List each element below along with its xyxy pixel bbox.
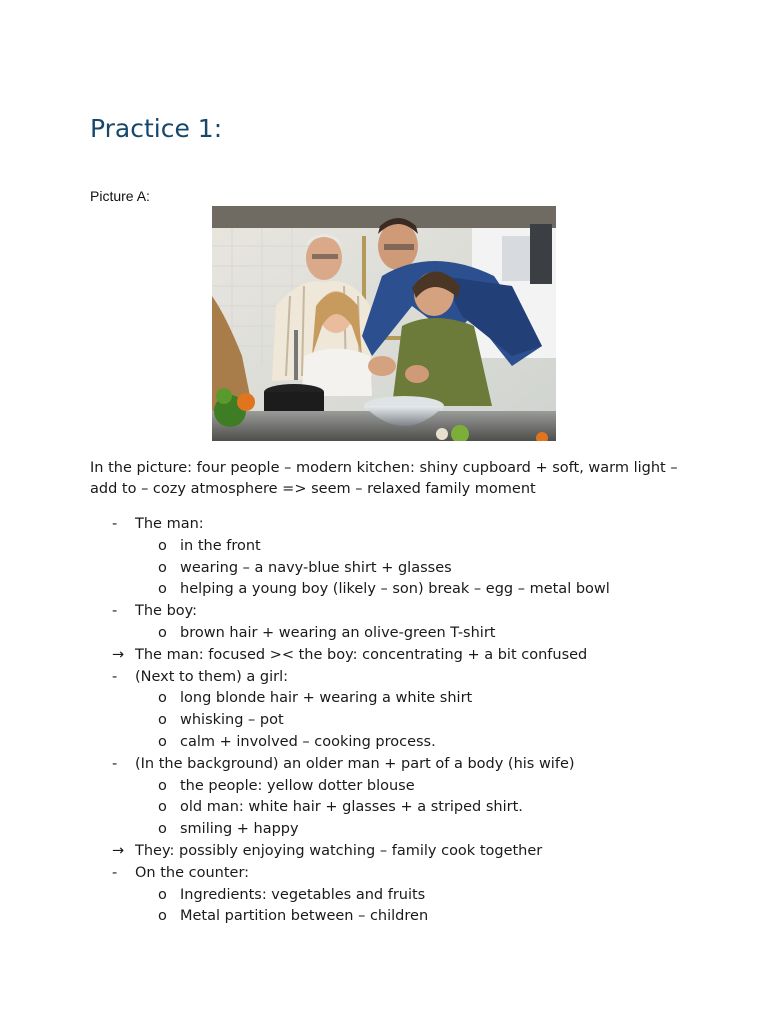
- kitchen-family-photo: [212, 206, 556, 441]
- circle-bullet: o: [158, 777, 167, 794]
- arrow-bullet: →: [112, 646, 125, 663]
- page-title: Practice 1:: [90, 114, 223, 143]
- list-item: [90, 514, 730, 536]
- sub-list-item: [90, 819, 730, 841]
- sub-list-item: [90, 885, 730, 907]
- list-item-text: They: possibly enjoying watching – family cook together: [135, 842, 543, 859]
- list-item-text: old man: white hair + glasses + a striped shirt.: [180, 799, 523, 816]
- list-item: [90, 667, 730, 689]
- dash-bullet: -: [112, 516, 118, 532]
- picture-label: Picture A:: [90, 188, 150, 204]
- dash-bullet: -: [112, 755, 118, 772]
- circle-bullet: o: [158, 624, 167, 641]
- circle-bullet: o: [158, 733, 167, 750]
- dash-bullet: -: [112, 603, 118, 620]
- list-item-text: long blonde hair + wearing a white shirt: [180, 690, 473, 707]
- list-item-text: whisking – pot: [180, 712, 284, 729]
- list-item: [90, 841, 730, 863]
- sub-list-item: [90, 797, 730, 819]
- circle-bullet: o: [158, 559, 167, 576]
- list-item-text: in the front: [180, 537, 261, 554]
- list-item-text: wearing – a navy-blue shirt + glasses: [180, 559, 452, 576]
- sub-list-item: [90, 732, 730, 754]
- list-item-text: (In the background) an older man + part of a body (his wife): [135, 755, 575, 772]
- circle-bullet: o: [158, 581, 167, 598]
- circle-bullet: o: [158, 799, 167, 816]
- list-item-text: The man: focused >< the boy: concentrating + a bit confused: [135, 646, 588, 663]
- notes-list: [90, 514, 730, 928]
- sub-list-item: [90, 536, 730, 558]
- list-item-text: brown hair + wearing an olive-green T-shirt: [180, 624, 496, 641]
- circle-bullet: o: [158, 886, 167, 903]
- list-item-text: The boy:: [135, 603, 198, 620]
- list-item-text: (Next to them) a girl:: [135, 668, 289, 685]
- arrow-bullet: →: [112, 842, 125, 859]
- sub-list-item: [90, 776, 730, 798]
- list-item-text: The man:: [135, 516, 204, 532]
- sub-list-item: [90, 710, 730, 732]
- circle-bullet: o: [158, 537, 167, 554]
- list-item-text: helping a young boy (likely – son) break – egg – metal bowl: [180, 581, 610, 598]
- list-item-text: On the counter:: [135, 864, 250, 881]
- list-item: [90, 754, 730, 776]
- circle-bullet: o: [158, 908, 167, 925]
- list-item: [90, 645, 730, 667]
- sub-list-item: [90, 558, 730, 580]
- sub-list-item: [90, 906, 730, 928]
- list-item: [90, 863, 730, 885]
- list-item: [90, 601, 730, 623]
- sub-list-item: [90, 688, 730, 710]
- circle-bullet: o: [158, 712, 167, 729]
- list-item-text: Metal partition between – children: [180, 908, 429, 925]
- list-item-text: Ingredients: vegetables and fruits: [180, 886, 426, 903]
- list-item-text: calm + involved – cooking process.: [180, 733, 436, 750]
- sub-list-item: [90, 579, 730, 601]
- list-item-text: the people: yellow dotter blouse: [180, 777, 415, 794]
- intro-paragraph: In the picture: four people – modern kitchen: shiny cupboard + soft, warm light – add to – cozy atmosphere => seem – relaxed family moment: [90, 460, 678, 497]
- dash-bullet: -: [112, 668, 118, 685]
- sub-list-item: [90, 623, 730, 645]
- list-item-text: smiling + happy: [180, 821, 299, 838]
- circle-bullet: o: [158, 690, 167, 707]
- circle-bullet: o: [158, 821, 167, 838]
- dash-bullet: -: [112, 864, 118, 881]
